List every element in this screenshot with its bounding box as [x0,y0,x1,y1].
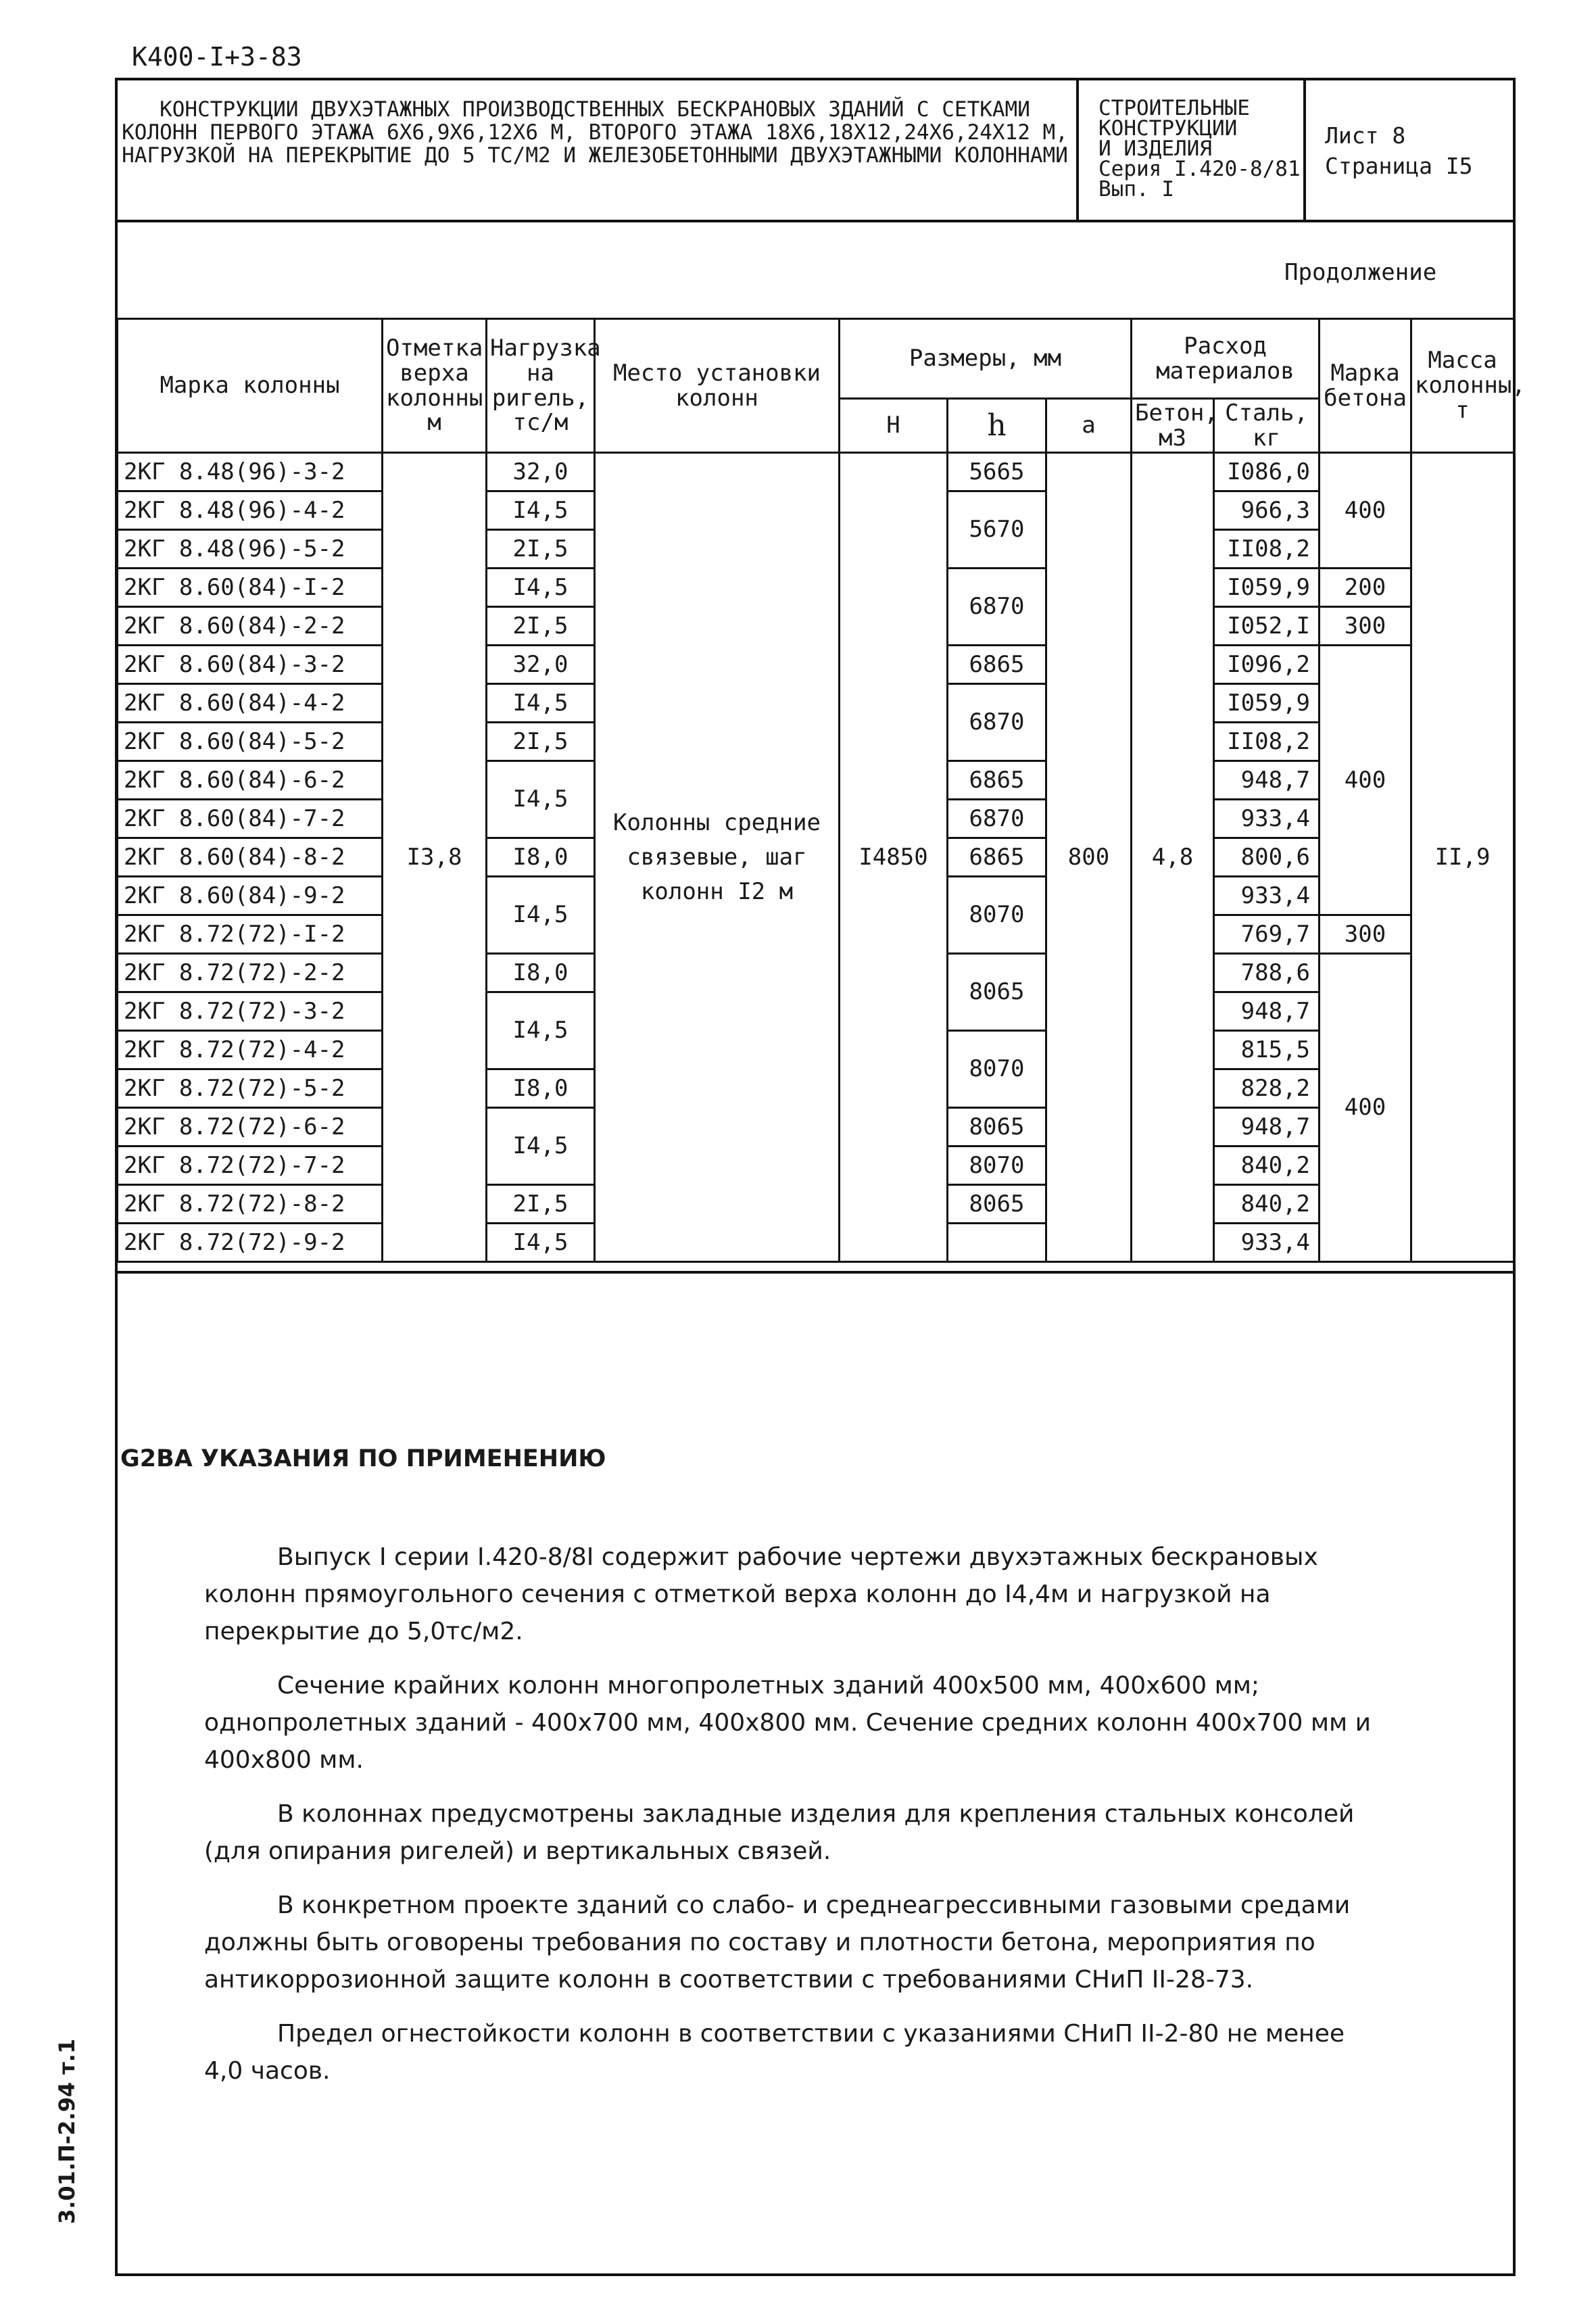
steel-cell: 840,2 [1214,1185,1320,1224]
load-cell: I4,5 [487,877,595,954]
dim-h-cell: 6865 [948,761,1046,800]
place-cell: Колонны средние связевые, шаг колонн I2 м [595,453,840,1262]
dim-h-cell: 5665 [948,453,1046,491]
load-cell: I4,5 [487,1108,595,1185]
col-header-mass: Масса колонны, т [1411,319,1514,453]
table-row: 2КГ 8.72(72)-2-2 [118,954,383,992]
header-divider-2 [1303,79,1306,221]
dim-h-cell: 5670 [948,491,1046,569]
grade-cell: 300 [1320,915,1411,954]
table-row: 2КГ 8.72(72)-8-2 [118,1185,383,1224]
continuation-label: Продолжение [1284,259,1437,286]
table-row: 2КГ 8.60(84)-8-2 [118,838,383,877]
dim-h-cell: 6870 [948,684,1046,761]
col-header-dim-h: h [948,399,1046,453]
dim-a-cell: 800 [1046,453,1132,1262]
table-bottom-rule [116,1271,1513,1274]
table-row: 2КГ 8.60(84)-7-2 [118,800,383,838]
dim-h-cell: 6870 [948,800,1046,838]
dim-h-cell-empty [948,1224,1046,1262]
steel-cell: 815,5 [1214,1031,1320,1069]
steel-cell: I086,0 [1214,453,1320,491]
steel-cell: 948,7 [1214,992,1320,1031]
table-row: 2КГ 8.48(96)-4-2 [118,491,383,530]
notes-paragraph: В колоннах предусмотрены закладные изделия для крепления стальных консолей (для опирания ригелей) и вертикальных связей. [204,1800,1355,1865]
table-row: 2КГ 8.60(84)-5-2 [118,723,383,761]
load-cell: 2I,5 [487,1185,595,1224]
col-header-mark: Марка колонны [118,319,383,453]
table-row: 2КГ 8.60(84)-4-2 [118,684,383,723]
sheet-number: Лист 8 [1325,122,1406,149]
steel-cell: I059,9 [1214,569,1320,607]
load-cell: I4,5 [487,992,595,1069]
col-header-top-mark: Отметка верха колонны м [383,319,487,453]
grade-cell: 400 [1320,453,1411,569]
load-cell: 2I,5 [487,723,595,761]
load-cell: 32,0 [487,453,595,491]
steel-cell: 788,6 [1214,954,1320,992]
series-block [1098,98,1301,199]
side-stamp: 3.01.П-2.94 т.1 [54,2038,80,2224]
series-line: СТРОИТЕЛЬНЫЕ [1098,96,1250,120]
load-cell: I4,5 [487,684,595,723]
top-mark-cell: I3,8 [383,453,487,1262]
table-row: 2КГ 8.72(72)-3-2 [118,992,383,1031]
table-row: 2КГ 8.60(84)-2-2 [118,607,383,646]
table-row: 2КГ 8.60(84)-3-2 [118,646,383,684]
steel-cell: II08,2 [1214,723,1320,761]
dim-h-cell: 8065 [948,1108,1046,1147]
steel-cell: 948,7 [1214,1108,1320,1147]
col-header-place: Место установки колонн [595,319,840,453]
table-row: 2КГ 8.72(72)-I-2 [118,915,383,954]
dim-h-cell: 8070 [948,877,1046,954]
sheet-block [1325,120,1507,181]
drawing-title: КОНСТРУКЦИИ ДВУХЭТАЖНЫХ ПРОИЗВОДСТВЕННЫХ БЕСКРАНОВЫХ ЗДАНИЙ С СЕТКАМИ КОЛОНН ПЕРВОГО ЭТАЖА 6Х6,9Х6,12Х6 М, ВТОРОГО ЭТАЖА 18Х6,18Х12,24Х6,24Х12 М, НАГРУЗКОЙ НА ПЕРЕКРЫТИЕ ДО 5 ТС/М2 И ЖЕЛЕЗОБЕТОННЫМИ ДВУХЭТАЖНЫМИ КОЛОННАМИ [122,97,1068,168]
mass-cell: II,9 [1411,453,1514,1262]
col-header-dim-H: Н [840,399,948,453]
table-row: 2КГ 8.60(84)-6-2 [118,761,383,800]
col-header-concrete: Бетон, м3 [1132,399,1214,453]
series-number: Серия I.420-8/81 [1098,157,1301,181]
load-cell: I4,5 [487,491,595,530]
table-row: 2КГ 8.72(72)-7-2 [118,1147,383,1185]
steel-cell: 933,4 [1214,1224,1320,1262]
load-cell: 32,0 [487,646,595,684]
grade-cell: 200 [1320,569,1411,607]
load-cell: I4,5 [487,1224,595,1262]
notes-heading: G2BA УКАЗАНИЯ ПО ПРИМЕНЕНИЮ [120,1445,606,1472]
steel-cell: I096,2 [1214,646,1320,684]
steel-cell: 966,3 [1214,491,1320,530]
notes-paragraph: Выпуск I серии I.420-8/8I содержит рабочие чертежи двухэтажных бескрановых колонн прямоугольного сечения с отметкой верха колонн до I4,4м и нагрузкой на перекрытие до 5,0тс/м2. [204,1543,1318,1645]
dim-h-cell: 6865 [948,646,1046,684]
col-header-dim-a: а [1046,399,1132,453]
dim-H-cell: I4850 [840,453,948,1262]
steel-cell: 828,2 [1214,1069,1320,1108]
dim-h-cell: 8065 [948,954,1046,1031]
notes-body [204,1539,1380,2106]
issue-number: Вып. I [1098,177,1174,201]
table-row: 2КГ 8.72(72)-5-2 [118,1069,383,1108]
steel-cell: 933,4 [1214,800,1320,838]
column-spec-table [116,318,1526,1263]
load-cell: I4,5 [487,761,595,838]
steel-cell: I059,9 [1214,684,1320,723]
steel-cell: 800,6 [1214,838,1320,877]
load-cell: 2I,5 [487,530,595,569]
load-cell: 2I,5 [487,607,595,646]
steel-cell: 933,4 [1214,877,1320,915]
table-row: 2КГ 8.72(72)-4-2 [118,1031,383,1069]
grade-cell: 400 [1320,954,1411,1262]
grade-cell: 400 [1320,646,1411,915]
load-cell: I8,0 [487,1069,595,1108]
col-header-materials: Расход материалов [1132,319,1320,399]
steel-cell: I052,I [1214,607,1320,646]
header-divider-1 [1076,79,1079,221]
dim-h-cell: 6865 [948,838,1046,877]
steel-cell: 769,7 [1214,915,1320,954]
load-cell: I8,0 [487,838,595,877]
notes-paragraph: В конкретном проекте зданий со слабо- и среднеагрессивными газовыми средами должны быть оговорены требования по составу и плотности бетона, мероприятия по антикоррозионной защите колонн в соответствии с требованиями СНиП II-28-73. [204,1891,1351,1994]
series-line: И ИЗДЕЛИЯ [1098,137,1212,161]
dim-h-cell: 8065 [948,1185,1046,1224]
col-header-concrete-grade: Марка бетона [1320,319,1411,453]
table-row: 2КГ 8.60(84)-9-2 [118,877,383,915]
col-header-steel: Сталь, кг [1214,399,1320,453]
series-line: КОНСТРУКЦИИ [1098,116,1238,141]
notes-paragraph: Предел огнестойкости колонн в соответствии с указаниями СНиП II-2-80 не менее 4,0 часов. [204,2020,1345,2085]
table-row: 2КГ 8.60(84)-I-2 [118,569,383,607]
col-header-dimensions: Размеры, мм [840,319,1132,399]
page-number: Страница I5 [1325,153,1473,179]
load-cell: I8,0 [487,954,595,992]
document-code: К400-I+3-83 [132,42,302,72]
table-row: 2КГ 8.72(72)-6-2 [118,1108,383,1147]
table-row: 2КГ 8.72(72)-9-2 [118,1224,383,1262]
table-row: 2КГ 8.48(96)-5-2 [118,530,383,569]
steel-cell: II08,2 [1214,530,1320,569]
notes-paragraph: Сечение крайних колонн многопролетных зданий 400х500 мм, 400х600 мм; однопролетных зданий - 400х700 мм, 400х800 мм. Сечение средних колонн 400х700 мм и 400х800 мм. [204,1672,1372,1774]
concrete-cell: 4,8 [1132,453,1214,1262]
steel-cell: 948,7 [1214,761,1320,800]
col-header-load: Нагрузка на ригель, тс/м [487,319,595,453]
grade-cell: 300 [1320,607,1411,646]
dim-h-cell: 6870 [948,569,1046,646]
load-cell: I4,5 [487,569,595,607]
steel-cell: 840,2 [1214,1147,1320,1185]
table-row: 2КГ 8.48(96)-3-2 [118,453,383,491]
dim-h-cell: 8070 [948,1031,1046,1108]
dim-h-cell: 8070 [948,1147,1046,1185]
